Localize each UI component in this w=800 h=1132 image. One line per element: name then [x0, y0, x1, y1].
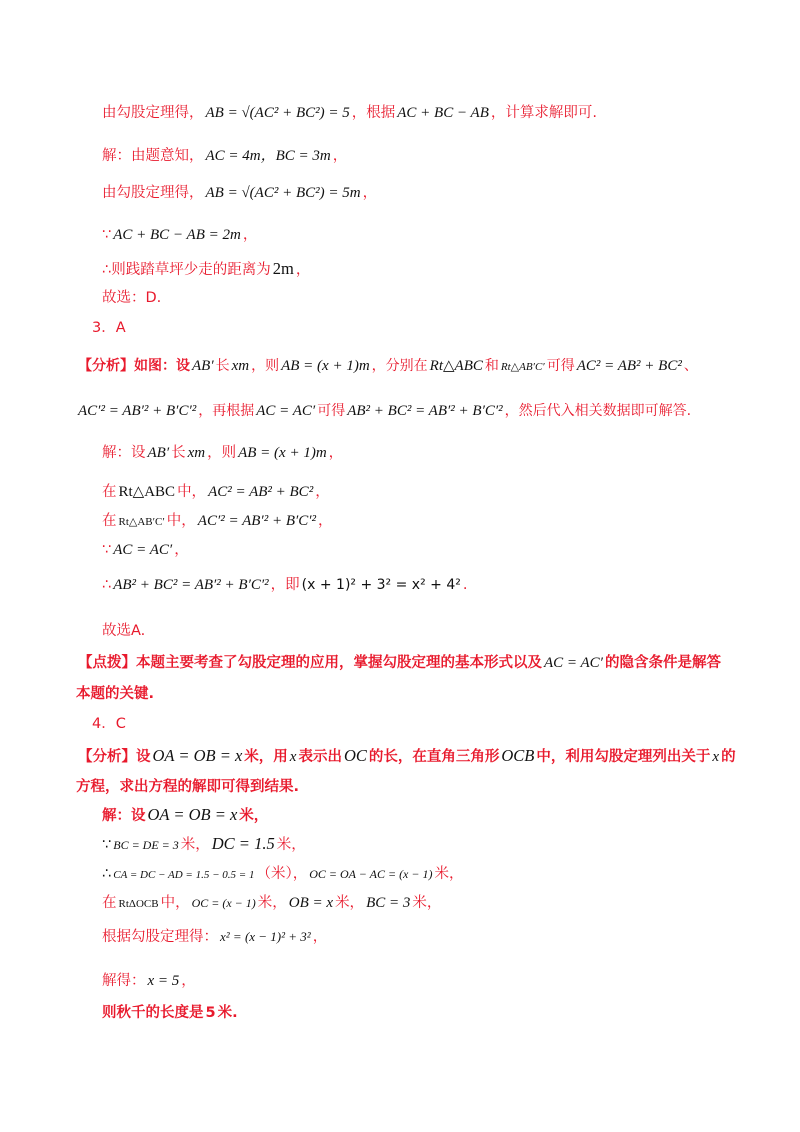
math: (x + 1)² + 3² = x² + 4² [301, 577, 461, 593]
text: 3．A [92, 320, 126, 336]
answer-4-heading [92, 714, 126, 734]
tip-line-1 [78, 653, 721, 673]
math: 2m [272, 259, 294, 278]
text: 的隐含条件是解答 [604, 655, 721, 671]
math: 5 [205, 1005, 216, 1021]
math: x [712, 749, 720, 765]
text: 米， [180, 837, 210, 853]
text: 中， [160, 895, 190, 911]
text: ， [181, 973, 196, 989]
math: AC = 4m，BC = 3m [205, 148, 331, 164]
math: AB² + BC² = AB′² + B′C′² [113, 577, 269, 593]
line-1 [102, 103, 597, 123]
text: 在 [102, 513, 117, 529]
math: OC = (x − 1) [191, 896, 256, 910]
math: RtΔOCB [118, 898, 159, 910]
math: AB² + BC² = AB′² + B′C′² [347, 403, 503, 419]
line-12 [102, 511, 333, 532]
text: 米， [335, 895, 365, 911]
text: 中， [166, 513, 196, 529]
math: AC + BC − AB = 2m [113, 227, 241, 243]
math: AC² = AB² + BC² [208, 484, 314, 500]
text: 可得 [317, 403, 346, 419]
text: ， [295, 262, 311, 278]
text: 故选A. [102, 623, 146, 639]
math: BC = 3 [366, 895, 411, 911]
line-6 [102, 288, 161, 308]
line-14 [102, 575, 467, 595]
text: ∴ [102, 577, 112, 593]
math: AC² = AB² + BC² [576, 358, 682, 374]
text: 解得： [102, 973, 146, 989]
math: OA = OB = x [147, 805, 238, 824]
math: Rt△AB′C′ [118, 516, 165, 528]
math: AC = AC′ [256, 403, 316, 419]
text: 根据勾股定理得： [102, 929, 218, 945]
text: ， [362, 185, 378, 201]
math: xm [231, 358, 250, 374]
line-13 [102, 540, 189, 560]
tip-line-2 [76, 684, 154, 704]
text: 在 [102, 895, 117, 911]
line-26 [102, 971, 196, 991]
text: . [462, 577, 468, 593]
text: 本题的关键. [76, 686, 155, 702]
text: 4．C [92, 716, 126, 732]
math: AC = AC′ [113, 542, 173, 558]
analysis-3-line-1 [78, 356, 698, 377]
math: CA = DC − AD = 1.5 − 0.5 = 1 [113, 869, 255, 881]
line-4 [102, 225, 257, 245]
math: x [289, 749, 297, 765]
text: ，即 [270, 577, 300, 593]
math: AC′² = AB′² + B′C′² [78, 403, 197, 419]
math: x² = (x − 1)² + 3² [220, 929, 311, 944]
analysis-4-line-2 [76, 777, 299, 797]
line-3 [102, 183, 377, 203]
math: AB = (x + 1)m [281, 358, 370, 374]
line-23 [102, 864, 463, 885]
math: OC [343, 746, 367, 765]
text: ， [332, 148, 348, 164]
line-24 [102, 893, 441, 914]
text: 中，利用勾股定理列出关于 [536, 749, 711, 765]
text: ∵ [102, 227, 112, 243]
text: 解：设 [102, 445, 146, 461]
text: ∴则践踏草坪少走的距离为 [102, 262, 271, 278]
text: 米， [257, 895, 287, 911]
line-10 [102, 443, 343, 463]
text: 由勾股定理得， [102, 185, 204, 201]
text: 【点拨】本题主要考查了勾股定理的应用，掌握勾股定理的基本形式以及 [78, 655, 542, 671]
math: OB = x [288, 895, 334, 911]
text: ∴ [102, 866, 112, 882]
text: ∵ [102, 837, 112, 853]
math: AB′ [192, 358, 214, 374]
line-25 [102, 927, 327, 947]
line-22 [102, 834, 306, 855]
math: Rt△AB′C′ [500, 361, 545, 373]
math: AB = (x + 1)m [238, 445, 327, 461]
math: OA = OB = x [152, 746, 243, 765]
text: ，再根据 [198, 403, 255, 419]
text: ， [312, 929, 328, 945]
text: ， [315, 484, 330, 500]
text: 【分析】设 [78, 749, 151, 765]
text: 【分析】如图：设 [78, 358, 190, 374]
math: AB′ [147, 445, 170, 461]
text: 由勾股定理得， [102, 105, 204, 121]
math: OC = OA − AC = (x − 1) [309, 867, 433, 881]
math: AB = √(AC² + BC²) = 5m [205, 185, 361, 201]
math: xm [187, 445, 206, 461]
text: 的长，在直角三角形 [368, 749, 500, 765]
line-21 [102, 805, 268, 826]
math: x = 5 [147, 973, 180, 989]
math: AC = AC′ [544, 655, 603, 671]
text: 的 [721, 749, 736, 765]
text: 解：设 [102, 808, 146, 824]
answer-3-heading [92, 318, 126, 338]
text: 米， [434, 866, 464, 882]
text: ， [174, 542, 189, 558]
text: 米， [412, 895, 442, 911]
text: ， [328, 445, 344, 461]
math: AC′² = AB′² + B′C′² [197, 513, 317, 529]
text: 则秋千的长度是 [102, 1005, 204, 1021]
line-11 [102, 482, 330, 502]
line-2 [102, 146, 347, 166]
math: OCB [501, 746, 535, 765]
text: 长 [171, 445, 186, 461]
analysis-3-line-2 [76, 401, 691, 421]
text: 方程，求出方程的解即可得到结果. [76, 779, 300, 795]
math: Rt△ABC [118, 484, 176, 500]
text: 长 [215, 358, 230, 374]
text: ∵ [102, 542, 112, 558]
text: ，计算求解即可. [490, 105, 597, 121]
text: 米. [217, 1005, 238, 1021]
text: ，分别在 [371, 358, 428, 374]
text: ， [318, 513, 333, 529]
line-15 [102, 621, 145, 641]
line-27 [102, 1003, 238, 1023]
text: 、 [683, 358, 698, 374]
math: AB = √(AC² + BC²) = 5 [205, 105, 350, 121]
math: BC = DE = 3 [113, 838, 179, 852]
text: 米， [239, 808, 269, 824]
text: 米，用 [244, 749, 288, 765]
text: ， [242, 227, 258, 243]
text: 和 [484, 358, 499, 374]
text: 米， [276, 837, 306, 853]
math: AC + BC − AB [397, 105, 489, 121]
analysis-4-line-1 [78, 746, 736, 767]
line-5 [102, 259, 310, 280]
text: ，根据 [351, 105, 396, 121]
text: ，则 [251, 358, 280, 374]
text: ，然后代入相关数据即可解答. [504, 403, 692, 419]
text: 可得 [546, 358, 575, 374]
text: 在 [102, 484, 117, 500]
text: 中， [177, 484, 207, 500]
text: 表示出 [298, 749, 342, 765]
text: ，则 [207, 445, 237, 461]
math: DC = 1.5 [211, 834, 275, 853]
math: Rt△ABC [429, 358, 483, 374]
text: 解：由题意知， [102, 148, 204, 164]
text: 故选：D. [102, 290, 162, 306]
text: （米）， [256, 866, 308, 882]
